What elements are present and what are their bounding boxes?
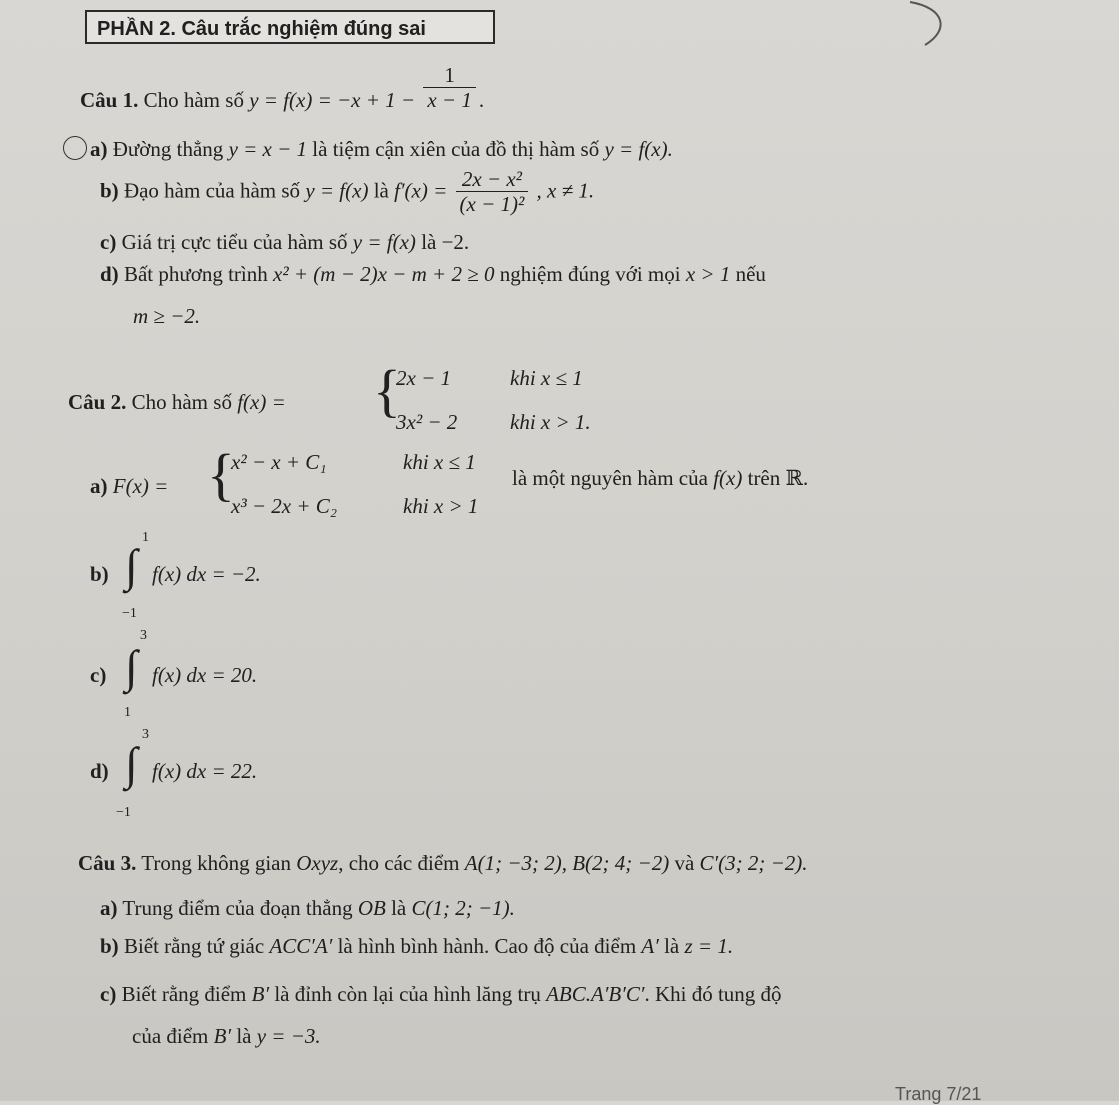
- q1-b-label: b): [100, 178, 119, 203]
- q3-c-line2: [132, 1024, 321, 1049]
- q1-option-b: [100, 168, 594, 224]
- q1-a-label: a): [90, 137, 108, 161]
- q3-a-math2: C(1; 2; −1).: [411, 896, 515, 920]
- q1-a-text1: Đường thẳng: [112, 137, 224, 161]
- q2-a-text2: trên ℝ.: [747, 466, 809, 490]
- q1-d-text3: nếu: [735, 262, 766, 286]
- q1-label: Câu 1.: [80, 88, 139, 112]
- q1-b-math1: y = f(x): [305, 178, 369, 203]
- q3-stem: [78, 851, 808, 876]
- q1-option-a: [90, 137, 673, 162]
- q3-a-text1: Trung điểm của đoạn thẳng: [122, 896, 353, 920]
- q3-a-label: a): [100, 896, 118, 920]
- q3-option-a: [100, 896, 515, 921]
- q2-d-expr: f(x) dx = 22.: [152, 759, 258, 783]
- q1-d-label: d): [100, 262, 119, 286]
- q2-a-case1-expr: x² − x + C₁: [231, 450, 327, 474]
- q3-b-text2: là hình bình hành. Cao độ của điểm: [337, 934, 637, 958]
- q2-c-expr: f(x) dx = 20.: [152, 663, 258, 687]
- q1-c-math1: y = f(x): [352, 230, 416, 254]
- q1-b-text1: Đạo hàm của hàm số: [123, 178, 301, 203]
- q2-a-case2-expr: x³ − 2x + C₂: [231, 494, 338, 518]
- q2-d-upper-limit: 3: [142, 727, 149, 742]
- q2-a-math: f(x): [713, 466, 743, 490]
- q3-text2: , cho các điểm: [338, 851, 460, 875]
- q2-a-text: là một nguyên hàm của: [512, 466, 708, 490]
- q2-a-left-brace: {: [207, 442, 235, 507]
- q1-a-math2: y = f(x).: [604, 137, 673, 161]
- q3-b-math3: z = 1.: [684, 934, 734, 958]
- q1-a-math1: y = x − 1: [228, 137, 308, 161]
- handwritten-circle-mark: [63, 136, 87, 160]
- q3-option-c: [100, 982, 782, 1007]
- pen-scribble-mark: [905, 0, 965, 50]
- q3-b-label: b): [100, 934, 119, 958]
- q2-case2-cond: khi x > 1.: [510, 410, 591, 434]
- q1-frac-num: 1: [444, 62, 455, 87]
- q3-c-line2-math2: y = −3.: [256, 1024, 321, 1048]
- q3-b-math2: A′: [641, 934, 659, 958]
- q1-function: y = f(x) = −x + 1 −: [249, 88, 416, 112]
- q1-frac-den: x − 1: [423, 87, 476, 113]
- q1-d-text2: nghiệm đúng với mọi: [499, 262, 681, 286]
- q3-c-line2-text2: là: [236, 1024, 252, 1048]
- q1-d-line2: m ≥ −2.: [133, 304, 201, 328]
- q1-intro: Cho hàm số: [143, 88, 244, 112]
- q3-a-math1: OB: [357, 896, 386, 920]
- q3-c-math1: B′: [251, 982, 270, 1006]
- q3-c-text2: là đỉnh còn lại của hình lăng trụ: [274, 982, 541, 1006]
- q3-c-line2-math1: B′: [213, 1024, 232, 1048]
- q2-d-label: d): [90, 759, 109, 783]
- q3-b-math1: ACC′A′: [269, 934, 333, 958]
- q2-label: Câu 2.: [68, 390, 127, 414]
- q2-func: f(x) =: [237, 390, 286, 414]
- q1-b-text2: là: [373, 178, 389, 203]
- q2-c-upper-limit: 3: [140, 628, 147, 643]
- section-title: PHẦN 2. Câu trắc nghiệm đúng sai: [85, 10, 495, 44]
- q1-stem: Câu 1. Cho hàm số y = f(x) = −x + 1 − $\frac{1}{x - 1}$ .: [80, 62, 485, 112]
- q2-d-integral-sign: ∫: [125, 738, 138, 789]
- q3-space: Oxyz: [296, 851, 339, 875]
- q1-c-text2: là −2.: [421, 230, 470, 254]
- q2-option-a-start: [90, 474, 168, 499]
- q3-a-text2: là: [391, 896, 407, 920]
- q1-c-text1: Giá trị cực tiểu của hàm số: [121, 230, 348, 254]
- q2-stem-intro: [68, 390, 286, 415]
- q1-b-math2: f′(x) =: [394, 178, 448, 203]
- q1-c-label: c): [100, 230, 117, 254]
- q2-left-brace: {: [373, 358, 401, 423]
- q2-a-func: F(x) =: [112, 474, 169, 498]
- q2-a-label: a): [90, 474, 108, 498]
- q3-points: A(1; −3; 2), B(2; 4; −2): [464, 851, 670, 875]
- q1-b-frac-den: (x − 1)²: [456, 191, 529, 217]
- q2-case2-expr: 3x² − 2: [396, 410, 458, 434]
- q2-c-label: c): [90, 663, 107, 687]
- q3-c-line2-text1: của điểm: [132, 1024, 209, 1048]
- q3-b-text1: Biết rằng tứ giác: [123, 934, 265, 958]
- q3-c-text1: Biết rằng điểm: [121, 982, 247, 1006]
- q2-b-integral-sign: ∫: [125, 540, 138, 591]
- q3-point-c: C′(3; 2; −2).: [699, 851, 808, 875]
- q2-d-lower-limit: −1: [116, 805, 131, 820]
- q2-case1-expr: 2x − 1: [396, 366, 451, 390]
- q1-b-frac-num: 2x − x²: [461, 167, 522, 191]
- q2-a-tail: [512, 466, 808, 491]
- q1-d-math1: x² + (m − 2)x − m + 2 ≥ 0: [273, 262, 495, 286]
- q3-b-text3: là: [664, 934, 680, 958]
- q1-b-math3: , x ≠ 1.: [536, 178, 595, 203]
- q1-option-d: [100, 262, 766, 287]
- q2-a-case2-cond: khi x > 1: [403, 494, 479, 518]
- q1-d-text1: Bất phương trình: [123, 262, 268, 286]
- q1-option-c: [100, 230, 469, 255]
- q2-intro: Cho hàm số: [131, 390, 232, 414]
- q1-d-math2: x > 1: [685, 262, 731, 286]
- q2-c-integral-sign: ∫: [125, 641, 138, 692]
- q2-b-expr: f(x) dx = −2.: [152, 562, 261, 586]
- q2-c-lower-limit: 1: [124, 705, 131, 720]
- q3-text3: và: [674, 851, 695, 875]
- q2-b-label: b): [90, 562, 109, 586]
- q1-fraction: [423, 64, 476, 113]
- q1-b-fraction: [456, 168, 529, 217]
- q2-case1-cond: khi x ≤ 1: [510, 366, 583, 390]
- q3-c-label: c): [100, 982, 117, 1006]
- q1-a-text2: là tiệm cận xiên của đồ thị hàm số: [312, 137, 600, 161]
- q3-intro: Trong không gian: [141, 851, 291, 875]
- q2-b-upper-limit: 1: [142, 530, 149, 545]
- q3-c-math2: ABC.A′B′C′: [546, 982, 645, 1006]
- q3-c-text3: . Khi đó tung độ: [644, 982, 782, 1006]
- page-number: Trang 7/21: [895, 1084, 982, 1104]
- q3-option-b: [100, 934, 733, 959]
- q2-a-case1-cond: khi x ≤ 1: [403, 450, 476, 474]
- q3-label: Câu 3.: [78, 851, 137, 875]
- q2-b-lower-limit: −1: [122, 606, 137, 621]
